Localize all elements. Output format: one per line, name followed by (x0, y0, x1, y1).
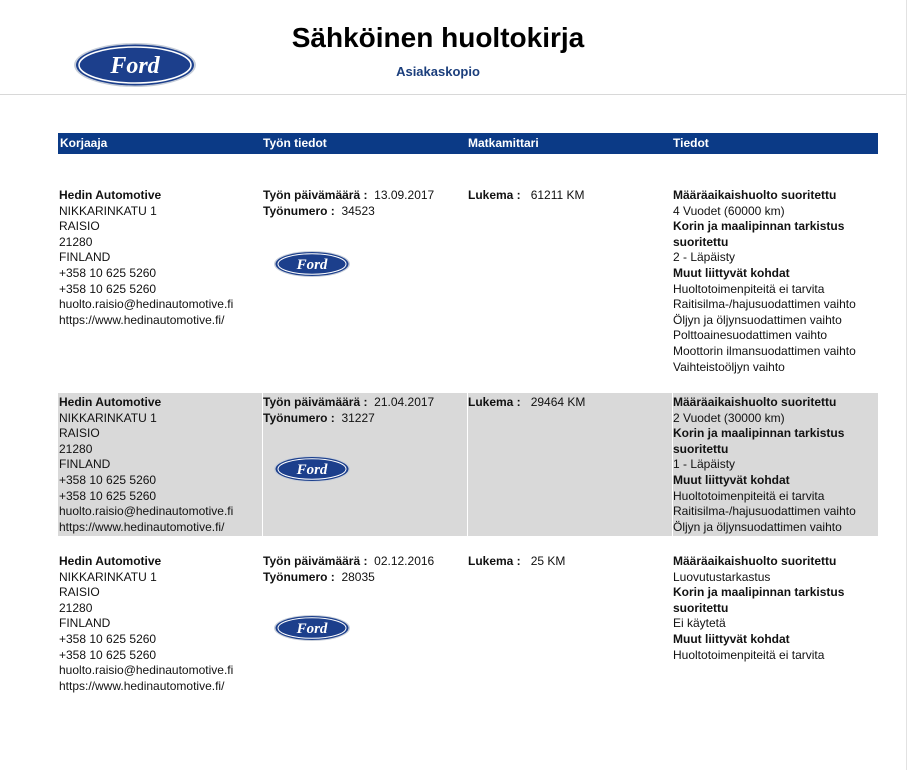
odometer-cell (468, 188, 668, 204)
work-date: 21.04.2017 (374, 395, 435, 409)
svg-text:Ford: Ford (296, 257, 328, 273)
odometer-cell (468, 395, 668, 411)
detail-line: Muut liittyvät kohdat (673, 631, 790, 646)
detail-line: Öljyn ja öljynsuodattimen vaihto (673, 519, 842, 534)
svg-text:Ford: Ford (296, 462, 328, 478)
detail-line: Raitisilma-/hajusuodattimen vaihto (673, 297, 856, 312)
work-date: 13.09.2017 (374, 188, 435, 202)
repairer-line: 21280 (59, 234, 93, 249)
work-date: 02.12.2016 (374, 554, 435, 568)
work-number-label: Työnumero : (263, 569, 335, 584)
work-cell (263, 188, 463, 219)
work-cell (263, 554, 463, 585)
repairer-website: https://www.hedinautomotive.fi/ (59, 312, 225, 327)
repairer-cell (59, 188, 259, 328)
work-number-label: Työnumero : (263, 203, 335, 218)
detail-line: Huoltotoimenpiteitä ei tarvita (673, 647, 825, 662)
detail-line: Korin ja maalipinnan tarkistus (673, 426, 845, 441)
detail-line: Ei käytetä (673, 616, 726, 631)
repairer-phone: +358 10 625 5260 (59, 281, 157, 296)
repairer-phone: +358 10 625 5260 (59, 631, 157, 646)
detail-line: Polttoainesuodattimen vaihto (673, 328, 828, 343)
detail-line: Määräaikaishuolto suoritettu (673, 395, 837, 409)
repairer-line: RAISIO (59, 585, 100, 600)
svg-text:Ford: Ford (296, 621, 328, 637)
work-date-label: Työn päivämäärä : (263, 395, 368, 409)
repairer-line: NIKKARINKATU 1 (59, 569, 157, 584)
odometer-value: 25 KM (530, 554, 566, 568)
detail-line: Muut liittyvät kohdat (673, 265, 790, 280)
detail-line: Vaihteistoöljyn vaihto (673, 359, 785, 374)
detail-line: suoritettu (673, 600, 729, 615)
repairer-line: NIKKARINKATU 1 (59, 410, 157, 425)
repairer-phone: +358 10 625 5260 (59, 488, 157, 503)
odometer-cell (468, 554, 668, 570)
repairer-phone: +358 10 625 5260 (59, 647, 157, 662)
repairer-phone: +358 10 625 5260 (59, 265, 157, 280)
repairer-cell (59, 395, 259, 535)
detail-line: Raitisilma-/hajusuodattimen vaihto (673, 504, 856, 519)
repairer-email: huolto.raisio@hedinautomotive.fi (59, 663, 234, 678)
column-header-work: Työn tiedot (263, 136, 327, 150)
repairer-line: 21280 (59, 441, 93, 456)
work-number-label: Työnumero : (263, 410, 335, 425)
ford-logo (273, 614, 351, 642)
detail-line: Öljyn ja öljynsuodattimen vaihto (673, 312, 842, 327)
repairer-email: huolto.raisio@hedinautomotive.fi (59, 504, 234, 519)
repairer-line: RAISIO (59, 219, 100, 234)
column-divider (467, 393, 468, 536)
table-row (58, 188, 878, 378)
page-title: Sähköinen huoltokirja (291, 22, 585, 53)
detail-line: suoritettu (673, 234, 729, 249)
repairer-phone: +358 10 625 5260 (59, 472, 157, 487)
repairer-website: https://www.hedinautomotive.fi/ (59, 678, 225, 693)
detail-line: Korin ja maalipinnan tarkistus (673, 585, 845, 600)
repairer-line: NIKKARINKATU 1 (59, 203, 157, 218)
detail-line: Luovutustarkastus (673, 569, 771, 584)
detail-line: Huoltotoimenpiteitä ei tarvita (673, 488, 825, 503)
table-header (58, 133, 878, 154)
repairer-line: FINLAND (59, 616, 111, 631)
repairer-name: Hedin Automotive (59, 188, 162, 202)
detail-line: 1 - Läpäisty (673, 457, 736, 472)
details-cell (673, 395, 878, 535)
detail-line: 4 Vuodet (60000 km) (673, 203, 785, 218)
repairer-line: FINLAND (59, 457, 111, 472)
detail-line: Määräaikaishuolto suoritettu (673, 188, 837, 202)
detail-line: Muut liittyvät kohdat (673, 472, 790, 487)
odometer-value: 61211 KM (530, 188, 585, 202)
odometer-label: Lukema : (468, 395, 521, 409)
ford-logo (273, 250, 351, 278)
column-header-repairer: Korjaaja (60, 136, 108, 150)
repairer-website: https://www.hedinautomotive.fi/ (59, 519, 225, 534)
repairer-cell (59, 554, 259, 694)
work-date-label: Työn päivämäärä : (263, 554, 368, 568)
repairer-line: 21280 (59, 600, 93, 615)
column-header-odometer: Matkamittari (468, 136, 539, 150)
ford-logo (273, 455, 351, 483)
work-number: 31227 (341, 410, 375, 425)
details-cell (673, 554, 878, 663)
repairer-line: RAISIO (59, 426, 100, 441)
details-cell (673, 188, 878, 375)
detail-line: 2 - Läpäisty (673, 250, 736, 265)
work-date-label: Työn päivämäärä : (263, 188, 368, 202)
svg-text:Ford: Ford (110, 53, 160, 79)
odometer-label: Lukema : (468, 554, 521, 568)
repairer-name: Hedin Automotive (59, 395, 162, 409)
work-cell (263, 395, 463, 426)
work-number: 34523 (341, 203, 375, 218)
repairer-email: huolto.raisio@hedinautomotive.fi (59, 297, 234, 312)
odometer-value: 29464 KM (530, 395, 586, 409)
page-edge (906, 0, 907, 770)
detail-line: Huoltotoimenpiteitä ei tarvita (673, 281, 825, 296)
detail-line: suoritettu (673, 441, 729, 456)
repairer-line: FINLAND (59, 250, 111, 265)
detail-line: Moottorin ilmansuodattimen vaihto (673, 343, 856, 358)
work-number: 28035 (341, 569, 375, 584)
odometer-label: Lukema : (468, 188, 521, 202)
repairer-name: Hedin Automotive (59, 554, 162, 568)
detail-line: 2 Vuodet (30000 km) (673, 410, 785, 425)
page-subtitle: Asiakaskopio (396, 64, 480, 79)
table-row (58, 393, 878, 536)
detail-line: Määräaikaishuolto suoritettu (673, 554, 837, 568)
table-row (58, 554, 878, 699)
column-header-details: Tiedot (673, 136, 709, 150)
detail-line: Korin ja maalipinnan tarkistus (673, 219, 845, 234)
